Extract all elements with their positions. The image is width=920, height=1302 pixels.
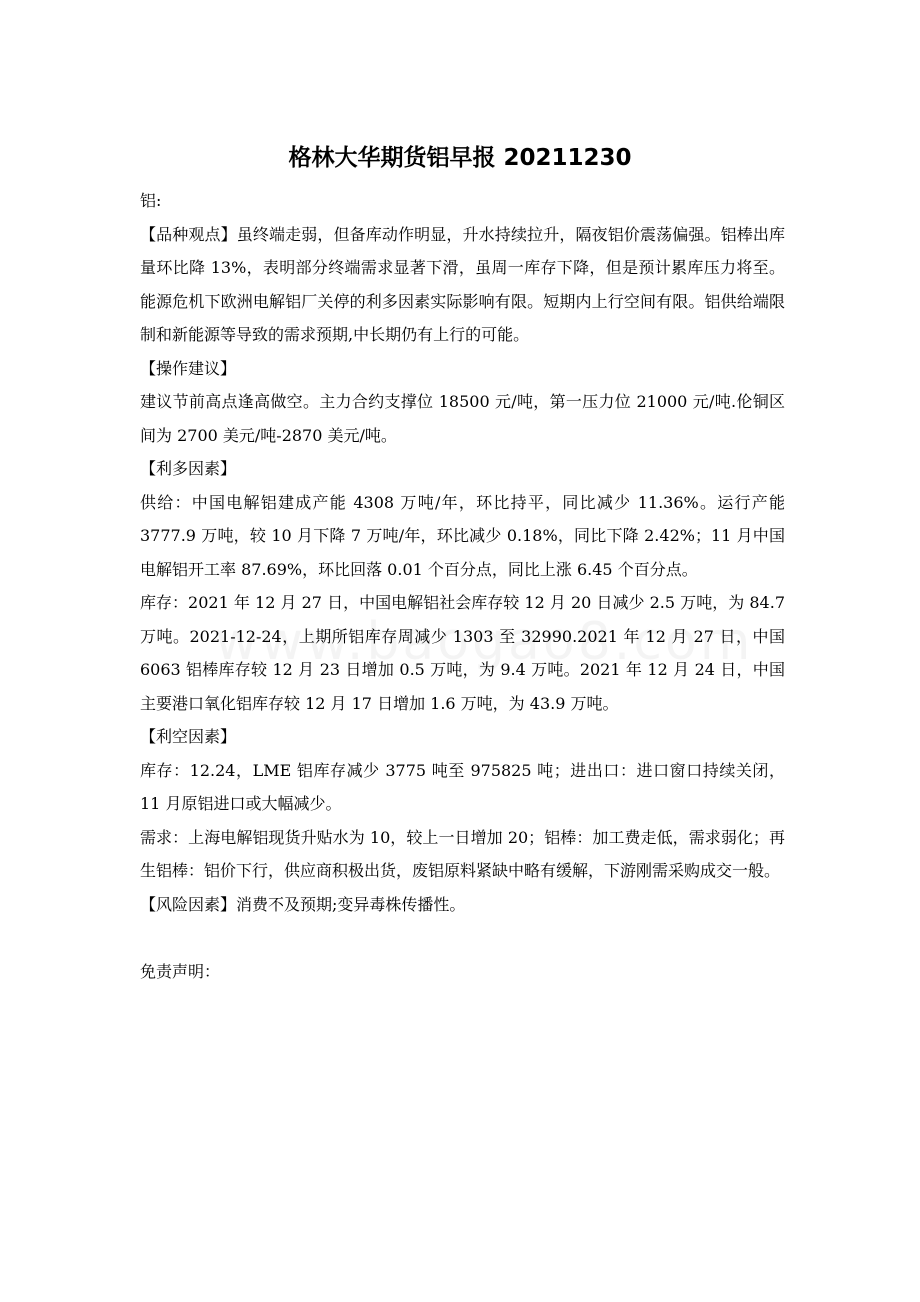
spacer <box>140 921 785 955</box>
report-title: 格林大华期货铝早报 20211230 <box>288 145 632 171</box>
disclaimer-header: 免责声明： <box>140 961 221 981</box>
demand-paragraph: 需求：上海电解铝现货升贴水为 10，较上一日增加 20；铝棒：加工费走低，需求弱化；再生铝棒：铝价下行，供应商积极出货，废铝原料紧缺中略有缓解，下游刚需采购成交一般。 <box>140 827 785 880</box>
bearish-inventory-paragraph: 库存：12.24，LME 铝库存减少 3775 吨至 975825 吨；进出口：进口窗口持续关闭，11 月原铝进口或大幅减少。 <box>140 760 785 813</box>
report-body <box>140 184 785 988</box>
inventory-paragraph: 库存：2021 年 12 月 27 日，中国电解铝社会库存较 12 月 20 日减少 2.5 万吨，为 84.7 万吨。2021-12-24，上期所铝库存周减少 1303 至 32990.2021 年 12 月 27 日，中国 6063 铝棒库存较 12 月 23 日增加 0.5 万吨，为 9.4 万吨。2021 年 12 月 24 日，中国主要港口氧化铝库存较 12 月 17 日增加 1.6 万吨，为 43.9 万吨。 <box>140 593 785 713</box>
bullish-header: 【利多因素】 <box>140 459 237 478</box>
view-paragraph: 【品种观点】虽终端走弱，但备库动作明显，升水持续拉升，隔夜铝价震荡偏强。铝棒出库量环比降 13%，表明部分终端需求显著下滑，虽周一库存下降，但是预计累库压力将至。能源危机下欧洲电解铝厂关停的利多因素实际影响有限。短期内上行空间有限。铝供给端限制和新能源等导致的需求预期,中长期仍有上行的可能。 <box>140 224 785 344</box>
risk-paragraph: 【风险因素】消费不及预期;变异毒株传播性。 <box>140 894 466 914</box>
supply-paragraph: 供给：中国电解铝建成产能 4308 万吨/年，环比持平，同比减少 11.36%。运行产能 3777.9 万吨，较 10 月下降 7 万吨/年，环比减少 0.18%，同比下降 2.42%；11 月中国电解铝开工率 87.69%，环比回落 0.01 个百分点，同比上涨 6.45 个百分点。 <box>140 492 785 579</box>
operation-paragraph: 建议节前高点逢高做空。主力合约支撑位 18500 元/吨，第一压力位 21000 元/吨.伦铜区间为 2700 美元/吨-2870 美元/吨。 <box>140 392 785 445</box>
bearish-header: 【利空因素】 <box>140 727 237 746</box>
metal-label: 铝: <box>140 191 162 210</box>
operation-header: 【操作建议】 <box>140 358 237 378</box>
